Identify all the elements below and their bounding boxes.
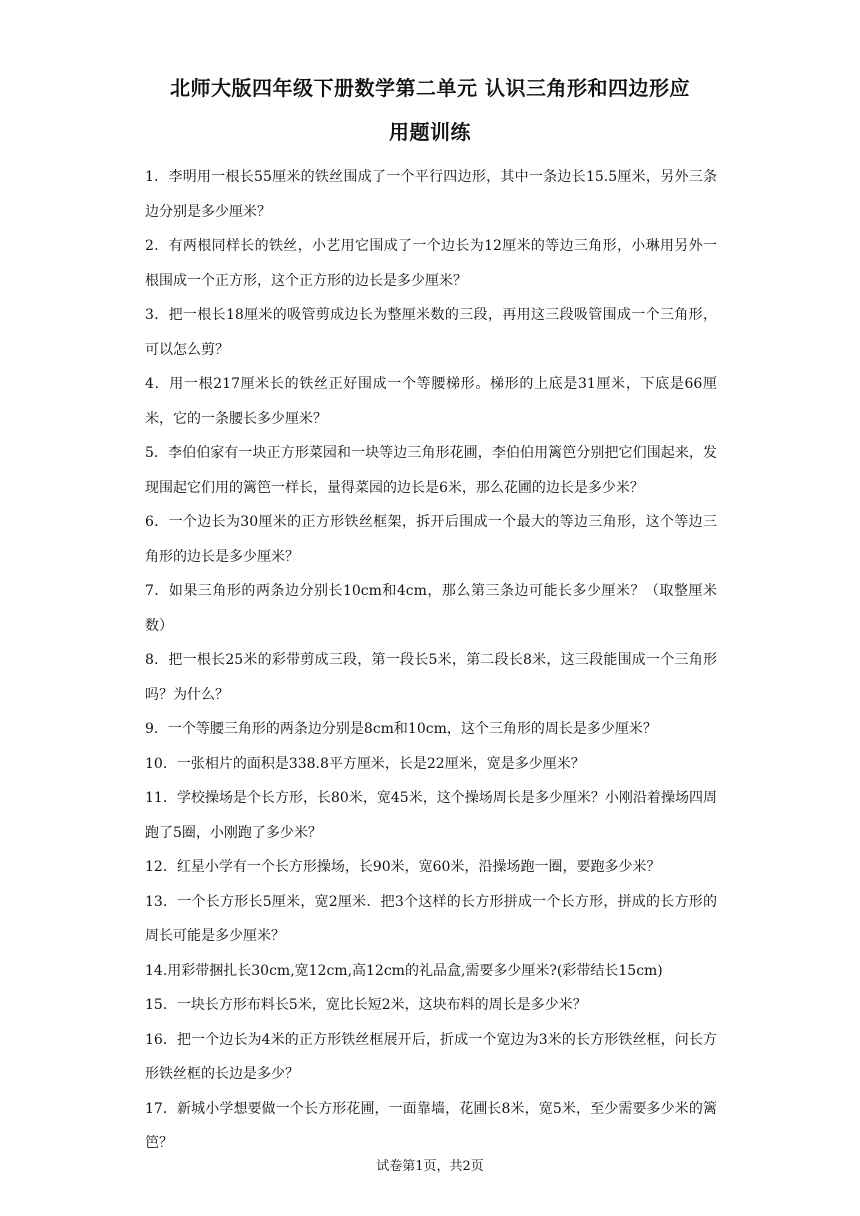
question-5: 5．李伯伯家有一块正方形菜园和一块等边三角形花圃，李伯伯用篱笆分别把它们围起来，发现围起它们用的篱笆一样长，量得菜园的边长是6米，那么花圃的边长是多少米？ [145,445,717,496]
page-title-line-2: 用题训练 [389,120,471,144]
question-4: 4．用一根217厘米长的铁丝正好围成一个等腰梯形。梯形的上底是31厘米，下底是66厘米，它的一条腰长多少厘米？ [145,376,717,427]
question-7: 7．如果三角形的两条边分别长10cm和4cm，那么第三条边可能长多少厘米？（取整厘米数） [145,583,717,634]
question-1: 1．李明用一根长55厘米的铁丝围成了一个平行四边形，其中一条边长15.5厘米，另外三条边分别是多少厘米？ [145,169,717,220]
question-9: 9．一个等腰三角形的两条边分别是8cm和10cm，这个三角形的周长是多少厘米？ [145,721,657,737]
question-13: 13．一个长方形长5厘米，宽2厘米．把3个这样的长方形拼成一个长方形，拼成的长方形的周长可能是多少厘米？ [145,893,717,944]
question-3: 3．把一根长18厘米的吸管剪成边长为整厘米数的三段，再用这三段吸管围成一个三角形，可以怎么剪？ [145,307,717,358]
page-title-line-1: 北师大版四年级下册数学第二单元 认识三角形和四边形应 [170,76,690,100]
question-14: 14.用彩带捆扎长30cm,宽12cm,高12cm的礼品盒,需要多少厘米?(彩带结长15cm) [145,962,663,979]
page-footer: 试卷第1页，共2页 [376,1159,484,1174]
question-17: 17．新城小学想要做一个长方形花圃，一面靠墙，花圃长8米，宽5米，至少需要多少米的篱笆？ [145,1100,717,1151]
question-10: 10．一张相片的面积是338.8平方厘米，长是22厘米，宽是多少厘米？ [145,755,585,772]
question-16: 16．把一个边长为4米的正方形铁丝框展开后，折成一个宽边为3米的长方形铁丝框，问长方形铁丝框的长边是多少？ [145,1031,717,1082]
question-11: 11．学校操场是个长方形，长80米，宽45米，这个操场周长是多少厘米？小刚沿着操场四周跑了5圈，小刚跑了多少米？ [145,790,717,841]
question-6: 6．一个边长为30厘米的正方形铁丝框架，拆开后围成一个最大的等边三角形，这个等边三角形的边长是多少厘米？ [145,514,717,565]
question-2: 2．有两根同样长的铁丝，小艺用它围成了一个边长为12厘米的等边三角形，小琳用另外一根围成一个正方形，这个正方形的边长是多少厘米？ [145,238,717,289]
question-list [145,160,717,1161]
question-12: 12．红星小学有一个长方形操场，长90米，宽60米，沿操场跑一圈，要跑多少米？ [145,859,661,875]
question-8: 8．把一根长25米的彩带剪成三段，第一段长5米，第二段长8米，这三段能围成一个三角形吗？为什么？ [145,652,717,703]
question-15: 15．一块长方形布料长5米，宽比长短2米，这块布料的周长是多少米？ [145,997,587,1013]
